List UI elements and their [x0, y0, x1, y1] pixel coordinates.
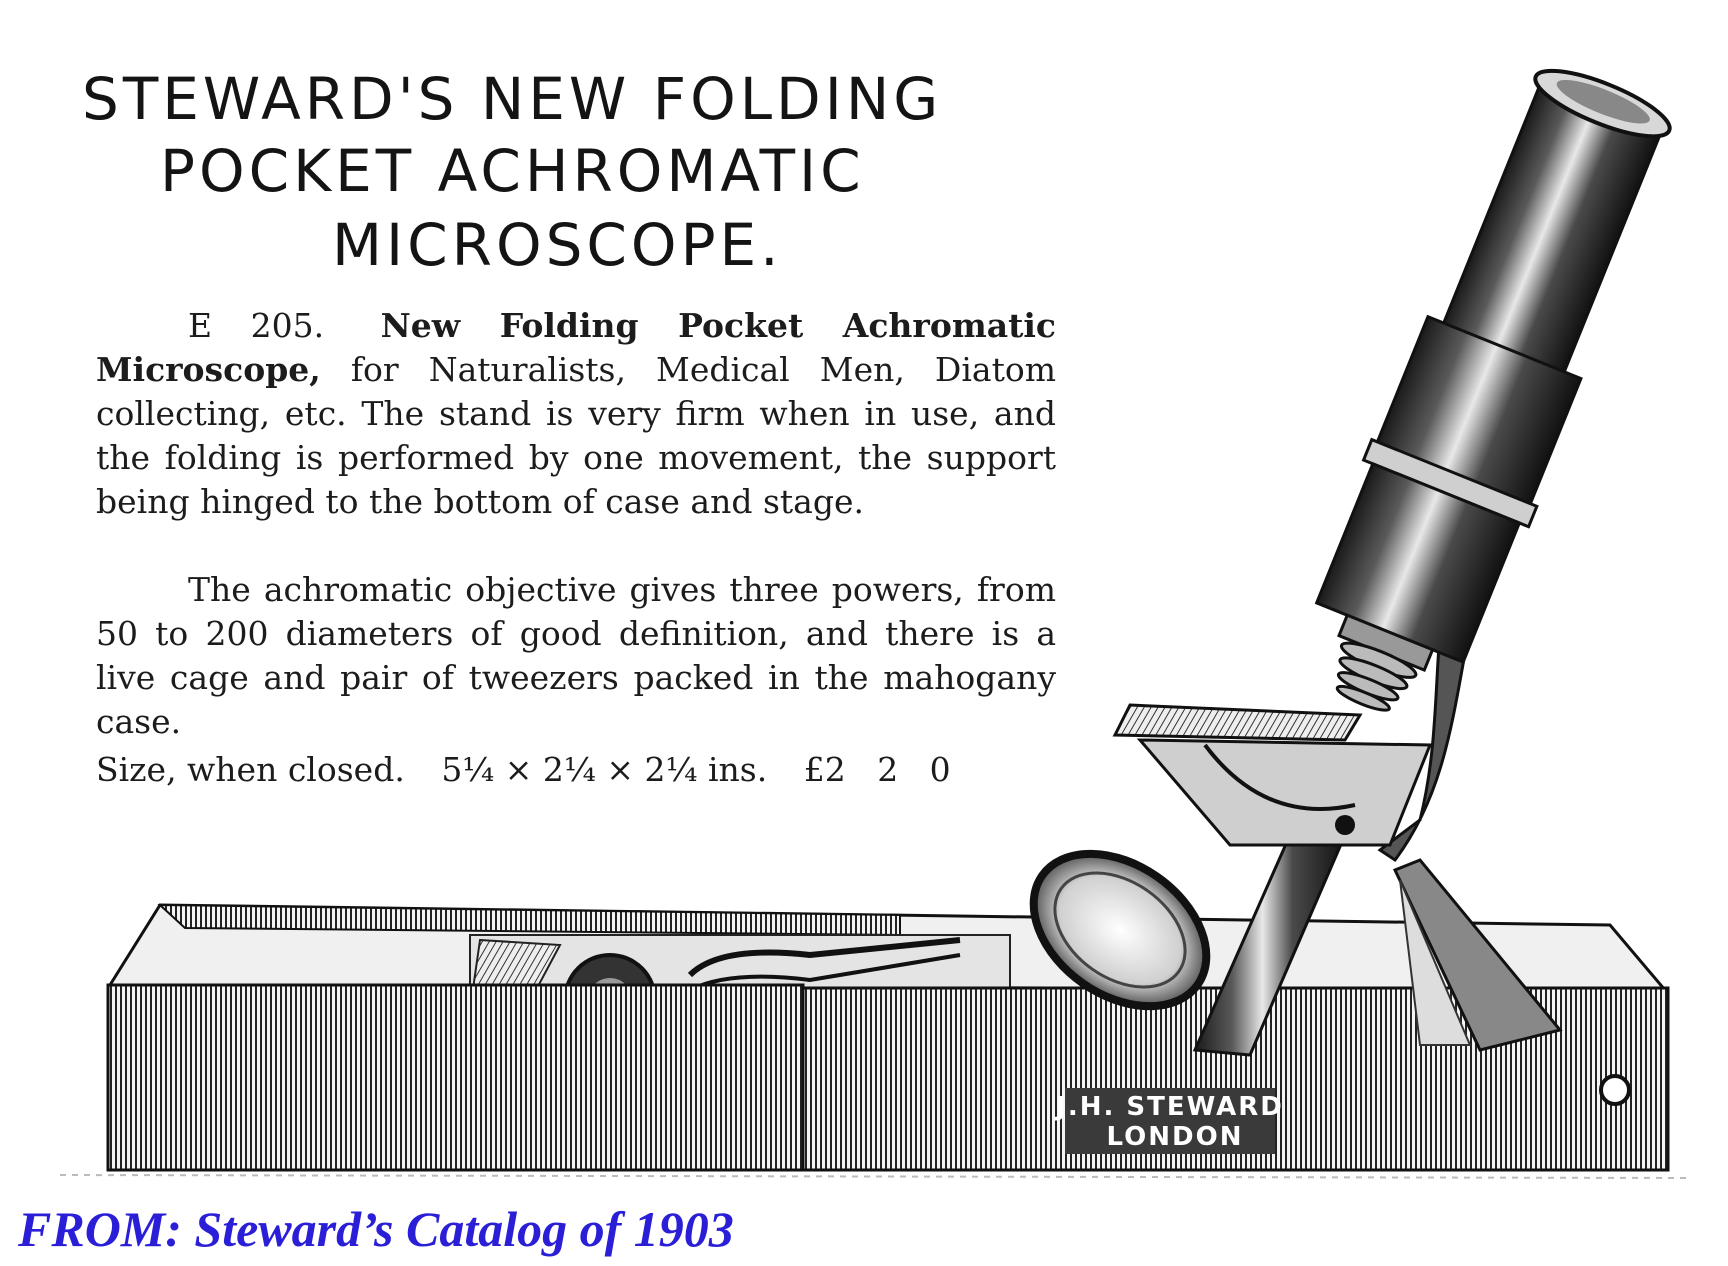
product-name: New Folding Pocket Achromatic Microscope, [96, 306, 1056, 389]
size-label: Size, when closed. [96, 750, 405, 789]
advert-title-line-3: MICROSCOPE. [332, 211, 783, 279]
advert-title-line-1: STEWARD'S NEW FOLDING [82, 65, 943, 133]
case-stamp-line-2: LONDON [1106, 1122, 1244, 1152]
advert-title-line-2: POCKET ACHROMATIC [160, 137, 865, 205]
source-caption: FROM: Steward’s Catalog of 1903 [18, 1201, 734, 1257]
catalog-code: E 205. [188, 306, 325, 345]
description-text: for Naturalists, Medical Men, Diatom collecting, etc. The stand is very firm when in use, and the folding is performed by one movement, the support being hinged to the bottom of case and stage. [96, 350, 1056, 521]
case-stamp-line-1: J.H. STEWARD [1056, 1092, 1284, 1122]
microscope-tube [1279, 52, 1694, 737]
objective-text: The achromatic objective gives three powers, from 50 to 200 diameters of good definition, and there is a live cage and pair of tweezers packed in the mahogany case. [96, 570, 1056, 741]
size-dimensions: 5¼ × 2¼ × 2¼ ins. [441, 750, 768, 789]
price: £2 2 0 [803, 750, 951, 789]
